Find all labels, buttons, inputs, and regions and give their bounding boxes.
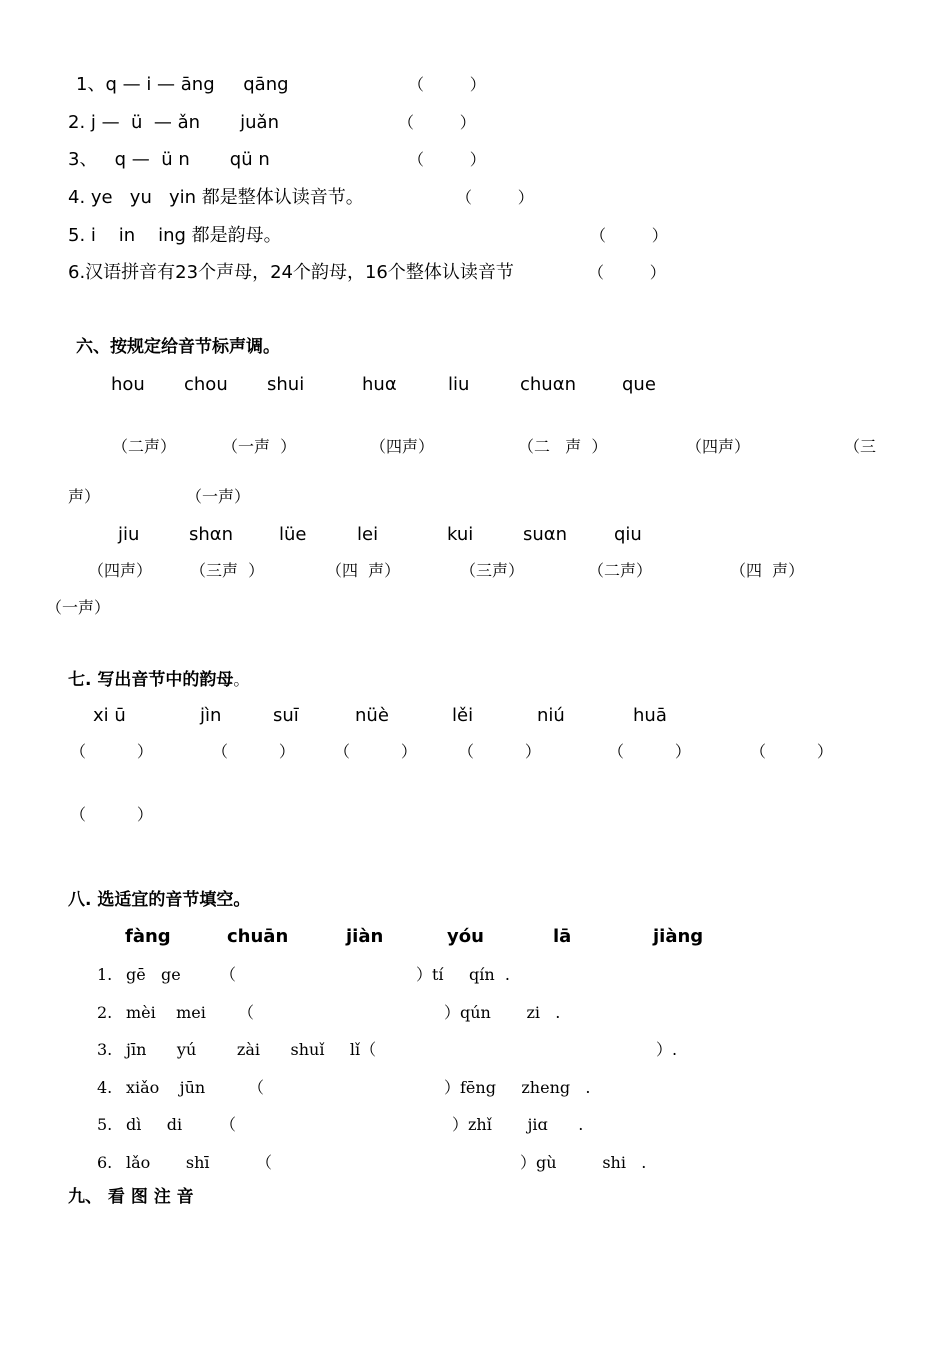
- tone-hint: （四声）: [88, 561, 153, 580]
- fill-item-text: mèi mei: [126, 1003, 206, 1022]
- syllable: xi ū: [93, 705, 126, 726]
- option-syllable: fàng: [125, 926, 171, 947]
- fill-item-text: dì di: [126, 1115, 183, 1134]
- option-syllable: jiàn: [346, 926, 384, 947]
- syllable: qiu: [614, 524, 642, 545]
- syllable: suαn: [523, 524, 568, 545]
- fill-item-number: 3.: [97, 1040, 113, 1059]
- answer-paren-open[interactable]: （: [220, 965, 237, 984]
- judgment-item-4: 4. ye yu yin 都是整体认读音节。: [68, 187, 364, 208]
- answer-paren-open[interactable]: （: [238, 1003, 255, 1022]
- syllable: niú: [537, 705, 565, 726]
- fill-item-text: ）qún zi .: [444, 1003, 561, 1022]
- answer-paren[interactable]: （ ）: [408, 150, 486, 169]
- fill-item-number: 2.: [97, 1003, 113, 1022]
- judgment-item-1: 1、q — i — āng qāng: [76, 74, 289, 95]
- tone-hint: （二声）: [112, 437, 177, 456]
- answer-paren[interactable]: （ ）: [212, 742, 295, 761]
- option-syllable: yóu: [447, 926, 484, 947]
- fill-item-text: ）tí qín .: [416, 965, 510, 984]
- fill-item-number: 1.: [97, 965, 113, 984]
- tone-hint: （四声）: [370, 437, 435, 456]
- answer-paren[interactable]: （ ）: [458, 742, 541, 761]
- answer-paren[interactable]: （ ）: [608, 742, 691, 761]
- answer-paren[interactable]: （ ）: [70, 742, 153, 761]
- option-syllable: chuān: [227, 926, 289, 947]
- syllable: huα: [362, 374, 397, 395]
- fill-item-text: xiǎo jūn: [126, 1078, 206, 1097]
- judgment-item-3: 3、 q — ü n qü n: [68, 149, 270, 170]
- answer-paren[interactable]: （ ）: [334, 742, 417, 761]
- fill-item-number: 5.: [97, 1115, 113, 1134]
- fill-item-number: 4.: [97, 1078, 113, 1097]
- syllable: lüe: [279, 524, 307, 545]
- fill-item-text: jīn yú zài shuǐ lǐ（: [126, 1040, 377, 1059]
- answer-paren[interactable]: （ ）: [456, 188, 534, 207]
- tone-hint: （四 声）: [326, 561, 401, 580]
- syllable: jiu: [118, 524, 140, 545]
- fill-item-text: ）.: [656, 1040, 678, 1059]
- answer-paren-open[interactable]: （: [248, 1078, 265, 1097]
- tone-hint: （一声）: [46, 598, 111, 617]
- answer-paren-open[interactable]: （: [220, 1115, 237, 1134]
- judgment-item-2: 2. j — ü — ǎn juǎn: [68, 112, 279, 133]
- section9-title: 九、 看 图 注 音: [68, 1187, 194, 1207]
- syllable: chou: [184, 374, 228, 395]
- fill-item-number: 6.: [97, 1153, 113, 1172]
- fill-item-text: ）gù shi .: [520, 1153, 647, 1172]
- option-syllable: lā: [553, 926, 572, 947]
- answer-paren[interactable]: （ ）: [398, 113, 476, 132]
- syllable: huā: [633, 705, 667, 726]
- fill-item-text: lǎo shī: [126, 1153, 210, 1172]
- syllable: lěi: [452, 705, 474, 726]
- tone-hint: （四 声）: [730, 561, 805, 580]
- tone-hint: （一声）: [186, 487, 251, 506]
- syllable: que: [622, 374, 656, 395]
- answer-paren[interactable]: （ ）: [70, 805, 153, 824]
- judgment-item-5: 5. i in ing 都是韵母。: [68, 225, 282, 246]
- tone-hint: 声）: [68, 487, 101, 506]
- syllable: nüè: [355, 705, 389, 726]
- syllable: kui: [447, 524, 474, 545]
- fill-item-text: gē ge: [126, 965, 181, 984]
- section7-title: 七. 写出音节中的韵母。: [68, 670, 250, 690]
- syllable: liu: [448, 374, 470, 395]
- answer-paren[interactable]: （ ）: [408, 75, 486, 94]
- fill-item-text: ）zhǐ jiɑ .: [452, 1115, 584, 1134]
- syllable: shui: [267, 374, 305, 395]
- syllable: jìn: [200, 705, 222, 726]
- answer-paren[interactable]: （ ）: [590, 226, 668, 245]
- tone-hint: （四声）: [686, 437, 751, 456]
- section8-title: 八. 选适宜的音节填空。: [68, 890, 251, 910]
- tone-hint: （三: [844, 437, 877, 456]
- answer-paren[interactable]: （ ）: [588, 263, 666, 282]
- tone-hint: （三声 ）: [190, 561, 265, 580]
- tone-hint: （二 声 ）: [518, 437, 608, 456]
- tone-hint: （一声 ）: [222, 437, 297, 456]
- syllable: shαn: [189, 524, 234, 545]
- section6-title: 六、按规定给音节标声调。: [76, 337, 280, 357]
- answer-paren[interactable]: （ ）: [750, 742, 833, 761]
- syllable: suī: [273, 705, 299, 726]
- syllable: chuαn: [520, 374, 576, 395]
- option-syllable: jiàng: [653, 926, 704, 947]
- syllable: lei: [357, 524, 379, 545]
- judgment-item-6: 6.汉语拼音有23个声母，24个韵母，16个整体认读音节: [68, 262, 514, 283]
- tone-hint: （二声）: [588, 561, 653, 580]
- syllable: hou: [111, 374, 145, 395]
- answer-paren-open[interactable]: （: [256, 1153, 273, 1172]
- tone-hint: （三声）: [460, 561, 525, 580]
- fill-item-text: ）fēng zheng .: [444, 1078, 591, 1097]
